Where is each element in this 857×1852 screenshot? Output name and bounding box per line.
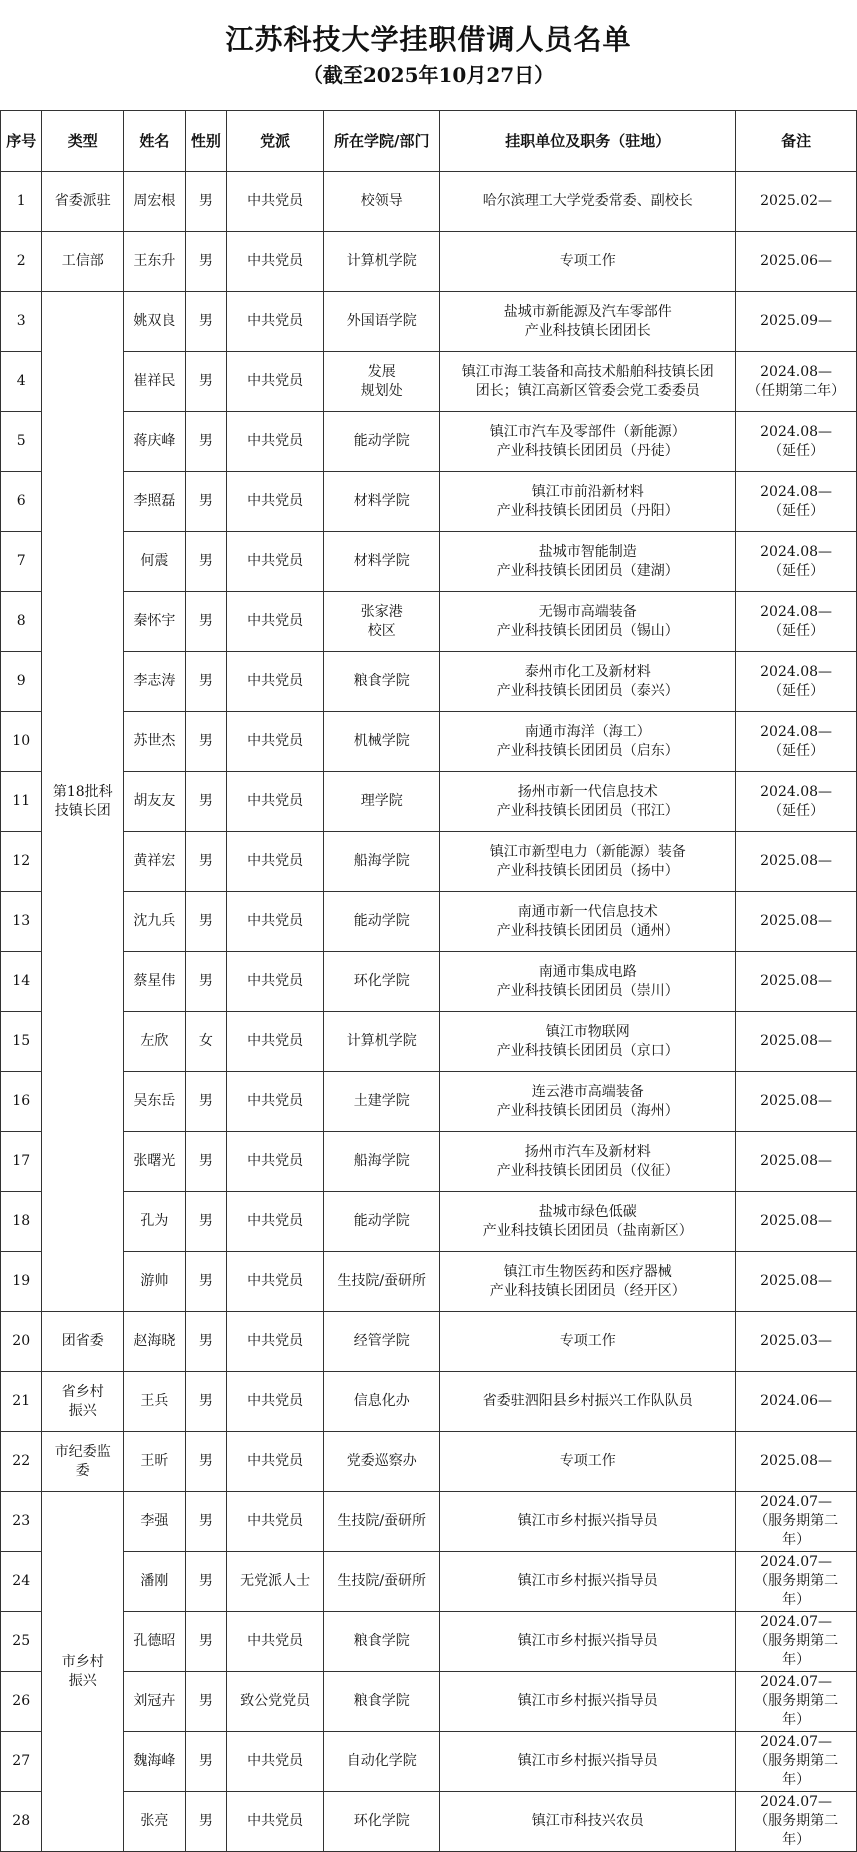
- cell-party: 中共党员: [227, 292, 324, 352]
- cell-index: 15: [1, 1012, 42, 1072]
- cell-remark: 2024.08— （延任）: [736, 412, 857, 472]
- cell-party: 中共党员: [227, 832, 324, 892]
- cell-gender: 男: [185, 952, 226, 1012]
- cell-party: 中共党员: [227, 412, 324, 472]
- header-name: 姓名: [124, 111, 186, 172]
- cell-remark: 2025.08—: [736, 832, 857, 892]
- cell-remark: 2025.03—: [736, 1312, 857, 1372]
- table-row: [1, 1192, 857, 1252]
- cell-department: 船海学院: [324, 1132, 440, 1192]
- cell-gender: 男: [185, 412, 226, 472]
- cell-gender: 男: [185, 1672, 226, 1732]
- cell-department: 粮食学院: [324, 1612, 440, 1672]
- cell-gender: 男: [185, 1192, 226, 1252]
- cell-name: 王东升: [124, 232, 186, 292]
- cell-category: 第18批科 技镇长团: [42, 292, 124, 1312]
- cell-index: 11: [1, 772, 42, 832]
- cell-name: 何震: [124, 532, 186, 592]
- cell-post: 镇江市前沿新材料 产业科技镇长团团员（丹阳）: [440, 472, 736, 532]
- cell-gender: 男: [185, 172, 226, 232]
- header-post: 挂职单位及职务（驻地）: [440, 111, 736, 172]
- cell-department: 土建学院: [324, 1072, 440, 1132]
- cell-post: 镇江市汽车及零部件（新能源） 产业科技镇长团团员（丹徒）: [440, 412, 736, 472]
- cell-category: 团省委: [42, 1312, 124, 1372]
- cell-post: 镇江市乡村振兴指导员: [440, 1732, 736, 1792]
- cell-gender: 男: [185, 532, 226, 592]
- cell-party: 中共党员: [227, 172, 324, 232]
- table-row: [1, 1732, 857, 1792]
- cell-name: 胡友友: [124, 772, 186, 832]
- cell-name: 沈九兵: [124, 892, 186, 952]
- cell-post: 镇江市生物医药和医疗器械 产业科技镇长团团员（经开区）: [440, 1252, 736, 1312]
- cell-index: 1: [1, 172, 42, 232]
- cell-name: 秦怀宇: [124, 592, 186, 652]
- cell-department: 材料学院: [324, 532, 440, 592]
- cell-gender: 男: [185, 472, 226, 532]
- table-row: [1, 352, 857, 412]
- cell-index: 7: [1, 532, 42, 592]
- cell-name: 魏海峰: [124, 1732, 186, 1792]
- table-row: [1, 1012, 857, 1072]
- cell-index: 5: [1, 412, 42, 472]
- cell-post: 镇江市科技兴农员: [440, 1792, 736, 1852]
- cell-party: 中共党员: [227, 1012, 324, 1072]
- cell-gender: 男: [185, 1552, 226, 1612]
- table-row: [1, 1792, 857, 1852]
- cell-party: 致公党党员: [227, 1672, 324, 1732]
- cell-post: 南通市新一代信息技术 产业科技镇长团团员（通州）: [440, 892, 736, 952]
- cell-department: 机械学院: [324, 712, 440, 772]
- cell-gender: 男: [185, 1612, 226, 1672]
- cell-index: 25: [1, 1612, 42, 1672]
- cell-remark: 2025.08—: [736, 1132, 857, 1192]
- cell-department: 材料学院: [324, 472, 440, 532]
- cell-department: 能动学院: [324, 412, 440, 472]
- cell-remark: 2024.08— （延任）: [736, 532, 857, 592]
- cell-name: 姚双良: [124, 292, 186, 352]
- cell-department: 船海学院: [324, 832, 440, 892]
- cell-index: 18: [1, 1192, 42, 1252]
- cell-remark: 2024.08— （延任）: [736, 472, 857, 532]
- table-row: [1, 292, 857, 352]
- cell-gender: 男: [185, 1732, 226, 1792]
- cell-party: 中共党员: [227, 1372, 324, 1432]
- table-row: [1, 1612, 857, 1672]
- cell-department: 自动化学院: [324, 1732, 440, 1792]
- cell-gender: 男: [185, 1132, 226, 1192]
- cell-post: 镇江市乡村振兴指导员: [440, 1612, 736, 1672]
- cell-department: 校领导: [324, 172, 440, 232]
- table-row: [1, 652, 857, 712]
- cell-index: 21: [1, 1372, 42, 1432]
- cell-department: 外国语学院: [324, 292, 440, 352]
- cell-remark: 2024.07— （服务期第二 年）: [736, 1492, 857, 1552]
- cell-category: 省委派驻: [42, 172, 124, 232]
- cell-department: 生技院/蚕研所: [324, 1492, 440, 1552]
- cell-gender: 男: [185, 652, 226, 712]
- table-row: [1, 832, 857, 892]
- cell-remark: 2025.09—: [736, 292, 857, 352]
- header-department: 所在学院/部门: [324, 111, 440, 172]
- cell-index: 28: [1, 1792, 42, 1852]
- cell-index: 14: [1, 952, 42, 1012]
- cell-post: 专项工作: [440, 1312, 736, 1372]
- cell-name: 赵海晓: [124, 1312, 186, 1372]
- cell-index: 13: [1, 892, 42, 952]
- cell-remark: 2025.02—: [736, 172, 857, 232]
- cell-category: 市纪委监 委: [42, 1432, 124, 1492]
- cell-post: 南通市集成电路 产业科技镇长团团员（崇川）: [440, 952, 736, 1012]
- cell-party: 中共党员: [227, 532, 324, 592]
- header-index: 序号: [1, 111, 42, 172]
- cell-index: 10: [1, 712, 42, 772]
- table-row: [1, 592, 857, 652]
- cell-party: 中共党员: [227, 1192, 324, 1252]
- cell-name: 李强: [124, 1492, 186, 1552]
- cell-department: 党委巡察办: [324, 1432, 440, 1492]
- cell-index: 19: [1, 1252, 42, 1312]
- cell-party: 中共党员: [227, 1072, 324, 1132]
- cell-index: 9: [1, 652, 42, 712]
- document-title: 江苏科技大学挂职借调人员名单: [225, 23, 632, 56]
- cell-remark: 2025.08—: [736, 1432, 857, 1492]
- cell-remark: 2024.08— （延任）: [736, 712, 857, 772]
- cell-party: 无党派人士: [227, 1552, 324, 1612]
- cell-post: 泰州市化工及新材料 产业科技镇长团团员（泰兴）: [440, 652, 736, 712]
- cell-post: 镇江市物联网 产业科技镇长团团员（京口）: [440, 1012, 736, 1072]
- cell-party: 中共党员: [227, 772, 324, 832]
- cell-department: 信息化办: [324, 1372, 440, 1432]
- cell-remark: 2025.08—: [736, 1192, 857, 1252]
- cell-name: 崔祥民: [124, 352, 186, 412]
- cell-department: 经管学院: [324, 1312, 440, 1372]
- cell-remark: 2024.07— （服务期第二 年）: [736, 1792, 857, 1852]
- cell-party: 中共党员: [227, 232, 324, 292]
- cell-party: 中共党员: [227, 1492, 324, 1552]
- cell-gender: 男: [185, 1372, 226, 1432]
- cell-gender: 男: [185, 1432, 226, 1492]
- cell-post: 盐城市智能制造 产业科技镇长团团员（建湖）: [440, 532, 736, 592]
- table-row: [1, 1132, 857, 1192]
- cell-name: 王兵: [124, 1372, 186, 1432]
- cell-party: 中共党员: [227, 1792, 324, 1852]
- cell-party: 中共党员: [227, 352, 324, 412]
- cell-remark: 2025.08—: [736, 1252, 857, 1312]
- cell-remark: 2025.08—: [736, 1072, 857, 1132]
- cell-department: 生技院/蚕研所: [324, 1252, 440, 1312]
- cell-index: 20: [1, 1312, 42, 1372]
- table-row: [1, 1372, 857, 1432]
- cell-gender: 男: [185, 712, 226, 772]
- cell-index: 2: [1, 232, 42, 292]
- cell-index: 12: [1, 832, 42, 892]
- cell-gender: 男: [185, 832, 226, 892]
- cell-remark: 2024.07— （服务期第二 年）: [736, 1672, 857, 1732]
- cell-remark: 2024.07— （服务期第二 年）: [736, 1552, 857, 1612]
- cell-post: 南通市海洋（海工） 产业科技镇长团团员（启东）: [440, 712, 736, 772]
- cell-gender: 男: [185, 772, 226, 832]
- cell-department: 能动学院: [324, 892, 440, 952]
- cell-category: 工信部: [42, 232, 124, 292]
- cell-post: 专项工作: [440, 232, 736, 292]
- cell-department: 能动学院: [324, 1192, 440, 1252]
- cell-post: 无锡市高端装备 产业科技镇长团团员（锡山）: [440, 592, 736, 652]
- cell-department: 张家港 校区: [324, 592, 440, 652]
- table-row: [1, 712, 857, 772]
- cell-index: 23: [1, 1492, 42, 1552]
- cell-index: 22: [1, 1432, 42, 1492]
- table-row: [1, 532, 857, 592]
- cell-index: 17: [1, 1132, 42, 1192]
- cell-name: 左欣: [124, 1012, 186, 1072]
- cell-index: 6: [1, 472, 42, 532]
- cell-gender: 男: [185, 352, 226, 412]
- cell-name: 吴东岳: [124, 1072, 186, 1132]
- cell-party: 中共党员: [227, 1732, 324, 1792]
- cell-gender: 男: [185, 592, 226, 652]
- cell-name: 刘冠卉: [124, 1672, 186, 1732]
- cell-party: 中共党员: [227, 1432, 324, 1492]
- table-row: [1, 1072, 857, 1132]
- cell-name: 苏世杰: [124, 712, 186, 772]
- cell-name: 李照磊: [124, 472, 186, 532]
- cell-index: 8: [1, 592, 42, 652]
- cell-party: 中共党员: [227, 952, 324, 1012]
- cell-party: 中共党员: [227, 592, 324, 652]
- cell-party: 中共党员: [227, 1132, 324, 1192]
- table-row: [1, 1252, 857, 1312]
- cell-index: 3: [1, 292, 42, 352]
- cell-category: 省乡村 振兴: [42, 1372, 124, 1432]
- cell-gender: 男: [185, 292, 226, 352]
- cell-party: 中共党员: [227, 652, 324, 712]
- cell-name: 张亮: [124, 1792, 186, 1852]
- cell-post: 扬州市新一代信息技术 产业科技镇长团团员（邗江）: [440, 772, 736, 832]
- cell-gender: 男: [185, 232, 226, 292]
- table-row: [1, 1432, 857, 1492]
- cell-remark: 2024.08— （延任）: [736, 772, 857, 832]
- table-row: [1, 1312, 857, 1372]
- cell-department: 粮食学院: [324, 1672, 440, 1732]
- cell-name: 周宏根: [124, 172, 186, 232]
- cell-department: 计算机学院: [324, 232, 440, 292]
- cell-party: 中共党员: [227, 1252, 324, 1312]
- cell-remark: 2024.08— （延任）: [736, 652, 857, 712]
- table-row: [1, 232, 857, 292]
- cell-remark: 2025.08—: [736, 892, 857, 952]
- cell-department: 生技院/蚕研所: [324, 1552, 440, 1612]
- document-subtitle: （截至2025年10月27日）: [302, 63, 555, 87]
- cell-remark: 2024.06—: [736, 1372, 857, 1432]
- cell-gender: 男: [185, 892, 226, 952]
- cell-department: 理学院: [324, 772, 440, 832]
- cell-post: 省委驻泗阳县乡村振兴工作队队员: [440, 1372, 736, 1432]
- cell-post: 镇江市乡村振兴指导员: [440, 1672, 736, 1732]
- table-body: [1, 172, 857, 1852]
- roster-table: [0, 110, 857, 1852]
- cell-name: 李志涛: [124, 652, 186, 712]
- cell-name: 蔡星伟: [124, 952, 186, 1012]
- header-remark: 备注: [736, 111, 857, 172]
- cell-party: 中共党员: [227, 712, 324, 772]
- cell-index: 4: [1, 352, 42, 412]
- cell-name: 蒋庆峰: [124, 412, 186, 472]
- cell-department: 计算机学院: [324, 1012, 440, 1072]
- cell-index: 16: [1, 1072, 42, 1132]
- table-row: [1, 1672, 857, 1732]
- cell-gender: 男: [185, 1072, 226, 1132]
- cell-name: 孔德昭: [124, 1612, 186, 1672]
- cell-gender: 男: [185, 1252, 226, 1312]
- cell-post: 镇江市乡村振兴指导员: [440, 1552, 736, 1612]
- cell-remark: 2024.08— （延任）: [736, 592, 857, 652]
- table-row: [1, 412, 857, 472]
- table-row: [1, 1492, 857, 1552]
- table-row: [1, 952, 857, 1012]
- table-row: [1, 1552, 857, 1612]
- cell-post: 连云港市高端装备 产业科技镇长团团员（海州）: [440, 1072, 736, 1132]
- cell-name: 孔为: [124, 1192, 186, 1252]
- cell-party: 中共党员: [227, 1312, 324, 1372]
- table-row: [1, 172, 857, 232]
- cell-category: 市乡村 振兴: [42, 1492, 124, 1852]
- cell-remark: 2025.06—: [736, 232, 857, 292]
- cell-name: 游帅: [124, 1252, 186, 1312]
- table-row: [1, 772, 857, 832]
- cell-post: 哈尔滨理工大学党委常委、副校长: [440, 172, 736, 232]
- cell-gender: 女: [185, 1012, 226, 1072]
- cell-gender: 男: [185, 1312, 226, 1372]
- cell-name: 黄祥宏: [124, 832, 186, 892]
- cell-remark: 2025.08—: [736, 952, 857, 1012]
- cell-post: 盐城市绿色低碳 产业科技镇长团团员（盐南新区）: [440, 1192, 736, 1252]
- cell-post: 镇江市新型电力（新能源）装备 产业科技镇长团团员（扬中）: [440, 832, 736, 892]
- cell-post: 扬州市汽车及新材料 产业科技镇长团团员（仪征）: [440, 1132, 736, 1192]
- cell-party: 中共党员: [227, 472, 324, 532]
- cell-index: 24: [1, 1552, 42, 1612]
- cell-remark: 2024.08— （任期第二年）: [736, 352, 857, 412]
- cell-party: 中共党员: [227, 1612, 324, 1672]
- cell-party: 中共党员: [227, 892, 324, 952]
- header-category: 类型: [42, 111, 124, 172]
- cell-department: 环化学院: [324, 1792, 440, 1852]
- cell-post: 镇江市乡村振兴指导员: [440, 1492, 736, 1552]
- cell-department: 环化学院: [324, 952, 440, 1012]
- cell-name: 潘刚: [124, 1552, 186, 1612]
- cell-name: 王昕: [124, 1432, 186, 1492]
- cell-remark: 2024.07— （服务期第二 年）: [736, 1612, 857, 1672]
- cell-post: 盐城市新能源及汽车零部件 产业科技镇长团团长: [440, 292, 736, 352]
- cell-post: 专项工作: [440, 1432, 736, 1492]
- table-row: [1, 892, 857, 952]
- cell-index: 26: [1, 1672, 42, 1732]
- cell-remark: 2024.07— （服务期第二 年）: [736, 1732, 857, 1792]
- cell-index: 27: [1, 1732, 42, 1792]
- table-row: [1, 472, 857, 532]
- title-block: [0, 0, 857, 110]
- cell-gender: 男: [185, 1792, 226, 1852]
- cell-name: 张曙光: [124, 1132, 186, 1192]
- cell-post: 镇江市海工装备和高技术船舶科技镇长团 团长；镇江高新区管委会党工委委员: [440, 352, 736, 412]
- header-party: 党派: [227, 111, 324, 172]
- cell-remark: 2025.08—: [736, 1012, 857, 1072]
- table-header-row: [1, 111, 857, 172]
- cell-gender: 男: [185, 1492, 226, 1552]
- header-gender: 性别: [185, 111, 226, 172]
- cell-department: 粮食学院: [324, 652, 440, 712]
- cell-department: 发展 规划处: [324, 352, 440, 412]
